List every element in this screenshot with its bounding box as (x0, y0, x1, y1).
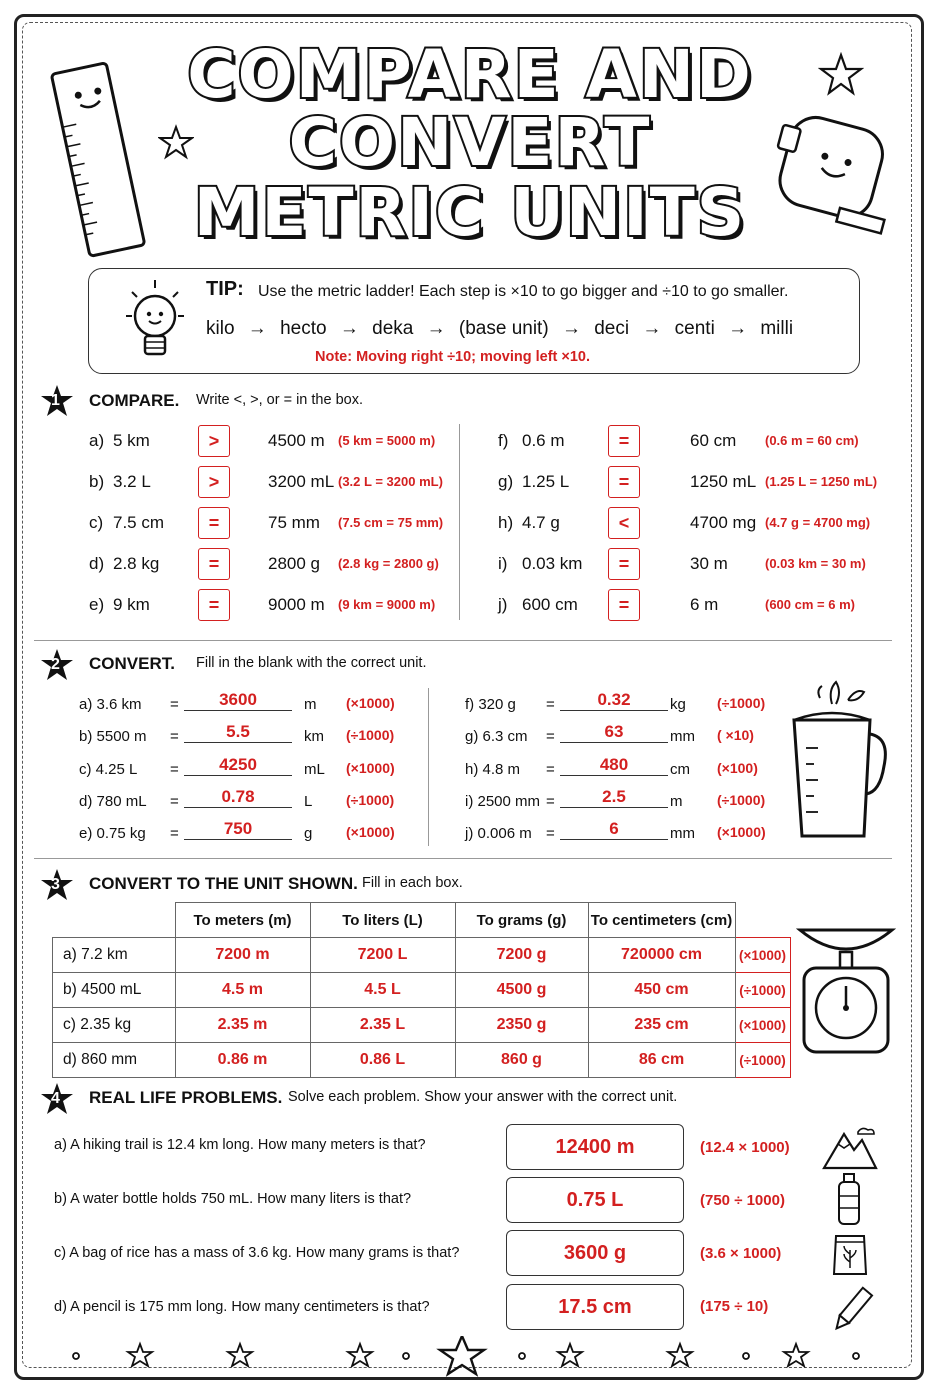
compare-answer-box[interactable]: < (608, 507, 640, 539)
check-note: (7.5 cm = 75 mm) (338, 515, 444, 530)
compare-answer-box[interactable]: = (608, 548, 640, 580)
quantity-a: 0.6 m (522, 431, 565, 450)
column-header: To liters (L) (310, 903, 455, 938)
separator (34, 640, 892, 641)
item-label: e) (89, 595, 105, 614)
bottle-icon (834, 1172, 864, 1228)
row-label: a) 7.2 km (53, 938, 176, 973)
ladder-milli: milli (760, 318, 794, 339)
check-note: (1.25 L = 1250 mL) (765, 474, 878, 489)
row-label: c) 2.35 kg (53, 1008, 176, 1043)
operation-note: (÷1000) (717, 695, 766, 711)
answer-blank[interactable]: 4250 (184, 755, 292, 776)
unit-label: cm (670, 761, 690, 778)
section-2-title: CONVERT. (89, 654, 175, 673)
tape-measure-icon (770, 108, 900, 248)
unit-label: mL (304, 761, 325, 778)
pencil-icon (828, 1284, 876, 1336)
tip-label: TIP: (206, 278, 244, 300)
quantity-b: 9000 m (268, 595, 325, 614)
problem-a: a) A hiking trail is 12.4 km long. How many meters is that? (54, 1137, 426, 1153)
item-label: j) (498, 595, 508, 614)
compare-answer-box[interactable]: = (608, 466, 640, 498)
section-4-instructions: Solve each problem. Show your answer with the correct unit. (288, 1089, 678, 1105)
quantity-b: 1250 mL (690, 472, 757, 491)
compare-answer-box[interactable]: = (198, 589, 230, 621)
quantity-a: 600 cm (522, 595, 578, 614)
equals-sign: = (170, 728, 179, 745)
answer-box-d[interactable]: 17.5 cm (506, 1284, 684, 1330)
kitchen-scale-icon (796, 912, 896, 1062)
check-note: (2.8 kg = 2800 g) (338, 556, 439, 571)
work-c: (3.6 × 1000) (700, 1245, 782, 1262)
check-note: (3.2 L = 3200 mL) (338, 474, 443, 489)
section-3-instructions: Fill in each box. (362, 875, 463, 891)
question: a) 3.6 km (79, 696, 142, 713)
operation-note: (÷1000) (735, 973, 790, 1008)
table-header-row (53, 903, 791, 938)
operation-note: (÷1000) (346, 727, 395, 743)
equals-sign: = (170, 793, 179, 810)
section-4-number: 4 (51, 1090, 60, 1107)
quantity-b: 60 cm (690, 431, 737, 450)
table-cell-answer[interactable]: 0.86 L (310, 1043, 455, 1078)
section-4-title: REAL LIFE PROBLEMS. (89, 1088, 283, 1107)
arrow-icon: → (728, 318, 748, 339)
table-cell-answer[interactable]: 2.35 m (175, 1008, 310, 1043)
ruler-icon (50, 58, 170, 258)
table-row (53, 1008, 791, 1043)
operation-note: (×1000) (346, 824, 395, 840)
table-cell-answer[interactable]: 235 cm (588, 1008, 735, 1043)
section-2-divider (428, 688, 429, 846)
question: i) 2500 mm (465, 793, 541, 810)
question: d) 780 mL (79, 793, 147, 810)
unit-label: L (304, 793, 313, 810)
arrow-icon: → (561, 318, 581, 339)
operation-note: (÷1000) (735, 1043, 790, 1078)
table-corner (53, 903, 176, 938)
section-1-instructions: Write <, >, or = in the box. (196, 392, 363, 408)
question: c) 4.25 L (79, 761, 138, 778)
quantity-a: 4.7 g (522, 513, 560, 532)
table-row (53, 1043, 791, 1078)
rice-bag-icon (830, 1228, 870, 1278)
answer-blank[interactable]: 6 (560, 819, 668, 840)
table-corner (735, 903, 790, 938)
operation-note: (÷1000) (717, 792, 766, 808)
operation-note: (×1000) (735, 938, 790, 973)
answer-blank[interactable]: 0.32 (560, 690, 668, 711)
mountain-icon (820, 1124, 880, 1172)
operation-note: ( ×10) (717, 727, 754, 743)
work-a: (12.4 × 1000) (700, 1139, 790, 1156)
quantity-a: 0.03 km (522, 554, 583, 573)
problem-d: d) A pencil is 175 mm long. How many centimeters is that? (54, 1299, 430, 1315)
ladder-hecto: hecto (280, 318, 327, 339)
table-cell-answer[interactable]: 4.5 m (175, 973, 310, 1008)
question: f) 320 g (465, 696, 516, 713)
metric-ladder (206, 318, 793, 340)
arrow-icon: → (247, 318, 267, 339)
title-line-3: METRIC UNITS (193, 174, 747, 251)
column-header: To centimeters (cm) (588, 903, 735, 938)
table-cell-answer[interactable]: 2.35 L (310, 1008, 455, 1043)
table-cell-answer[interactable]: 86 cm (588, 1043, 735, 1078)
check-note: (5 km = 5000 m) (338, 433, 436, 448)
operation-note: (×1000) (346, 695, 395, 711)
compare-answer-box[interactable]: = (608, 425, 640, 457)
measuring-cup-icon (784, 676, 894, 846)
answer-blank[interactable]: 63 (560, 722, 668, 743)
arrow-icon: → (339, 318, 359, 339)
item-label: h) (498, 513, 514, 532)
arrow-icon: → (426, 318, 446, 339)
problem-b: b) A water bottle holds 750 mL. How many liters is that? (54, 1191, 412, 1207)
row-label: b) 4500 mL (53, 973, 176, 1008)
equals-sign: = (546, 761, 555, 778)
quantity-a: 3.2 L (113, 472, 151, 491)
compare-answer-box[interactable]: > (198, 425, 230, 457)
equals-sign: = (546, 696, 555, 713)
ladder-deka: deka (372, 318, 414, 339)
section-1-divider (459, 424, 460, 620)
problem-c: c) A bag of rice has a mass of 3.6 kg. How many grams is that? (54, 1245, 460, 1261)
section-3-number: 3 (51, 876, 60, 893)
check-note: (600 cm = 6 m) (765, 597, 855, 612)
compare-answer-box[interactable]: = (608, 589, 640, 621)
arrow-icon: → (642, 318, 662, 339)
unit-label: g (304, 825, 313, 842)
section-2-instructions: Fill in the blank with the correct unit. (196, 655, 427, 671)
answer-blank[interactable]: 2.5 (560, 787, 668, 808)
answer-blank[interactable]: 750 (184, 819, 292, 840)
quantity-b: 4500 m (268, 431, 325, 450)
unit-label: m (670, 793, 683, 810)
table-row (53, 973, 791, 1008)
unit-label: kg (670, 696, 686, 713)
quantity-b: 3200 mL (268, 472, 335, 491)
tip-note: Note: Moving right ÷10; moving left ×10. (315, 349, 591, 365)
column-header: To meters (m) (175, 903, 310, 938)
equals-sign: = (546, 825, 555, 842)
question: e) 0.75 kg (79, 825, 146, 842)
lightbulb-icon (118, 276, 188, 364)
table-cell-answer[interactable]: 0.86 m (175, 1043, 310, 1078)
operation-note: (×100) (717, 760, 758, 776)
answer-blank[interactable]: 5.5 (184, 722, 292, 743)
equals-sign: = (170, 825, 179, 842)
table-cell-answer[interactable]: 450 cm (588, 973, 735, 1008)
quantity-a: 9 km (113, 595, 150, 614)
star-icon (158, 124, 194, 160)
compare-answer-box[interactable]: = (198, 507, 230, 539)
table-cell-answer[interactable]: 860 g (455, 1043, 588, 1078)
ladder-kilo: kilo (206, 318, 235, 339)
item-label: a) (89, 431, 105, 450)
operation-note: (×1000) (717, 824, 766, 840)
title-line-2: CONVERT (288, 104, 652, 181)
quantity-a: 5 km (113, 431, 150, 450)
conversion-table (52, 902, 791, 1078)
table-cell-answer[interactable]: 4.5 L (310, 973, 455, 1008)
check-note: (4.7 g = 4700 mg) (765, 515, 871, 530)
answer-box-a[interactable]: 12400 m (506, 1124, 684, 1170)
section-2-number: 2 (51, 656, 60, 673)
work-b: (750 ÷ 1000) (700, 1192, 785, 1209)
quantity-a: 2.8 kg (113, 554, 160, 573)
unit-label: m (304, 696, 317, 713)
equals-sign: = (546, 728, 555, 745)
answer-box-c[interactable]: 3600 g (506, 1230, 684, 1276)
table-cell-answer[interactable]: 720000 cm (588, 938, 735, 973)
unit-label: mm (670, 728, 695, 745)
operation-note: (÷1000) (346, 792, 395, 808)
compare-answer-box[interactable]: = (198, 548, 230, 580)
equals-sign: = (546, 793, 555, 810)
ladder-deci: deci (594, 318, 630, 339)
item-label: c) (89, 513, 104, 532)
quantity-b: 6 m (690, 595, 719, 614)
check-note: (9 km = 9000 m) (338, 597, 436, 612)
equals-sign: = (170, 761, 179, 778)
unit-label: mm (670, 825, 695, 842)
operation-note: (×1000) (346, 760, 395, 776)
section-1-number: 1 (51, 392, 60, 409)
question: h) 4.8 m (465, 761, 521, 778)
question: b) 5500 m (79, 728, 147, 745)
equals-sign: = (170, 696, 179, 713)
item-label: g) (498, 472, 514, 491)
table-cell-answer[interactable]: 2350 g (455, 1008, 588, 1043)
quantity-a: 1.25 L (522, 472, 570, 491)
column-header: To grams (g) (455, 903, 588, 938)
question: j) 0.006 m (465, 825, 532, 842)
item-label: b) (89, 472, 105, 491)
title-line-1: COMPARE AND (187, 36, 753, 113)
table-cell-answer[interactable]: 7200 g (455, 938, 588, 973)
answer-box-b[interactable]: 0.75 L (506, 1177, 684, 1223)
question: g) 6.3 cm (465, 728, 528, 745)
ladder-base: (base unit) (458, 318, 549, 339)
check-note: (0.6 m = 60 cm) (765, 433, 859, 448)
star-icon (818, 52, 864, 96)
answer-blank[interactable]: 3600 (184, 690, 292, 711)
footer-decoration (60, 1336, 880, 1380)
quantity-b: 4700 mg (690, 513, 757, 532)
check-note: (0.03 km = 30 m) (765, 556, 866, 571)
item-label: d) (89, 554, 105, 573)
quantity-a: 7.5 cm (113, 513, 165, 532)
tip-text: Use the metric ladder! Each step is ×10 to go bigger and ÷10 to go smaller. (258, 283, 789, 300)
item-label: f) (498, 431, 509, 450)
item-label: i) (498, 554, 508, 573)
quantity-b: 75 mm (268, 513, 320, 532)
section-3-title: CONVERT TO THE UNIT SHOWN. (89, 874, 358, 893)
table-cell-answer[interactable]: 7200 m (175, 938, 310, 973)
compare-answer-box[interactable]: > (198, 466, 230, 498)
table-cell-answer[interactable]: 4500 g (455, 973, 588, 1008)
answer-blank[interactable]: 480 (560, 755, 668, 776)
unit-label: km (304, 728, 324, 745)
operation-note: (×1000) (735, 1008, 790, 1043)
quantity-b: 2800 g (268, 554, 320, 573)
answer-blank[interactable]: 0.78 (184, 787, 292, 808)
section-1-title: COMPARE. (89, 391, 180, 410)
row-label: d) 860 mm (53, 1043, 176, 1078)
work-d: (175 ÷ 10) (700, 1298, 769, 1315)
table-cell-answer[interactable]: 7200 L (310, 938, 455, 973)
ladder-centi: centi (674, 318, 715, 339)
table-row (53, 938, 791, 973)
quantity-b: 30 m (690, 554, 728, 573)
separator (34, 858, 892, 859)
